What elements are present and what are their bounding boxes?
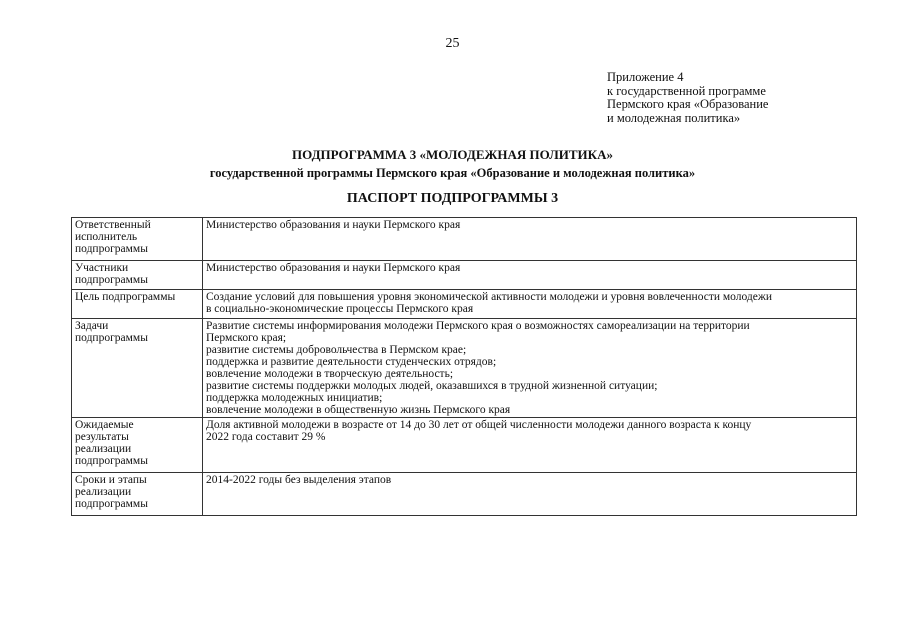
row-value xyxy=(203,290,857,319)
row-value xyxy=(203,319,857,418)
row-label xyxy=(72,218,203,261)
subprogram-title: ПОДПРОГРАММА 3 «МОЛОДЕЖНАЯ ПОЛИТИКА» xyxy=(292,147,613,162)
table-row xyxy=(72,319,857,418)
appendix-note xyxy=(607,71,768,125)
appendix-line: и молодежная политика» xyxy=(607,110,741,125)
passport-table xyxy=(71,217,857,516)
label-line: подпрограммы xyxy=(75,332,148,344)
row-label xyxy=(72,418,203,473)
table-row xyxy=(72,473,857,516)
label-line: исполнитель xyxy=(75,231,138,243)
row-value xyxy=(203,473,857,516)
value-line: поддержка и развитие деятельности студенческих отрядов; xyxy=(206,356,497,368)
row-value xyxy=(203,418,857,473)
label-line: реализации xyxy=(75,443,132,455)
appendix-line: Пермского края «Образование xyxy=(607,97,769,111)
label-line: Задачи xyxy=(75,320,109,332)
value-line: 2022 года составит 29 % xyxy=(206,431,326,443)
value-line: 2014-2022 годы без выделения этапов xyxy=(206,474,392,486)
passport-heading: ПАСПОРТ ПОДПРОГРАММЫ 3 xyxy=(346,191,559,206)
label-line: Ожидаемые xyxy=(75,419,134,431)
label-line: подпрограммы xyxy=(75,274,148,286)
label-line: Сроки и этапы xyxy=(75,474,147,486)
value-line: Развитие системы информирования молодежи Пермского края о возможностях самореализации на территории xyxy=(206,320,750,332)
value-line: Министерство образования и науки Пермского края xyxy=(206,219,461,231)
table-row xyxy=(72,218,857,261)
row-label xyxy=(72,290,203,319)
row-value xyxy=(203,261,857,290)
row-value xyxy=(203,218,857,261)
row-label xyxy=(72,319,203,418)
row-label xyxy=(72,473,203,516)
label-line: Участники xyxy=(75,262,129,274)
label-line: реализации xyxy=(75,486,132,498)
value-line: развитие системы поддержки молодых людей, оказавшихся в трудной жизненной ситуации; xyxy=(206,380,658,392)
value-line: вовлечение молодежи в общественную жизнь Пермского края xyxy=(206,404,511,416)
table-row xyxy=(72,418,857,473)
label-line: подпрограммы xyxy=(75,455,148,467)
value-line: в социально-экономические процессы Пермского края xyxy=(206,303,474,315)
value-line: Доля активной молодежи в возрасте от 14 до 30 лет от общей численности молодежи данного возраста к концу xyxy=(206,419,752,431)
value-line: Пермского края; xyxy=(206,332,287,344)
value-line: вовлечение молодежи в творческую деятельность; xyxy=(206,368,454,380)
label-line: Цель подпрограммы xyxy=(75,291,176,303)
value-line: Министерство образования и науки Пермского края xyxy=(206,262,461,274)
value-line: Создание условий для повышения уровня экономической активности молодежи и уровня вовлеченности молодежи xyxy=(206,291,772,303)
value-line: поддержка молодежных инициатив; xyxy=(206,392,383,404)
label-line: подпрограммы xyxy=(75,498,148,510)
appendix-line: к государственной программе xyxy=(607,83,766,98)
label-line: Ответственный xyxy=(75,219,151,231)
value-line: развитие системы добровольчества в Пермском крае; xyxy=(206,344,467,356)
label-line: результаты xyxy=(75,431,129,443)
row-label xyxy=(72,261,203,290)
appendix-line: Приложение 4 xyxy=(607,70,684,84)
label-line: подпрограммы xyxy=(75,243,148,255)
program-subtitle: государственной программы Пермского края «Образование и молодежная политика» xyxy=(209,166,696,180)
table-row xyxy=(72,261,857,290)
page-number: 25 xyxy=(445,36,460,51)
table-row xyxy=(72,290,857,319)
